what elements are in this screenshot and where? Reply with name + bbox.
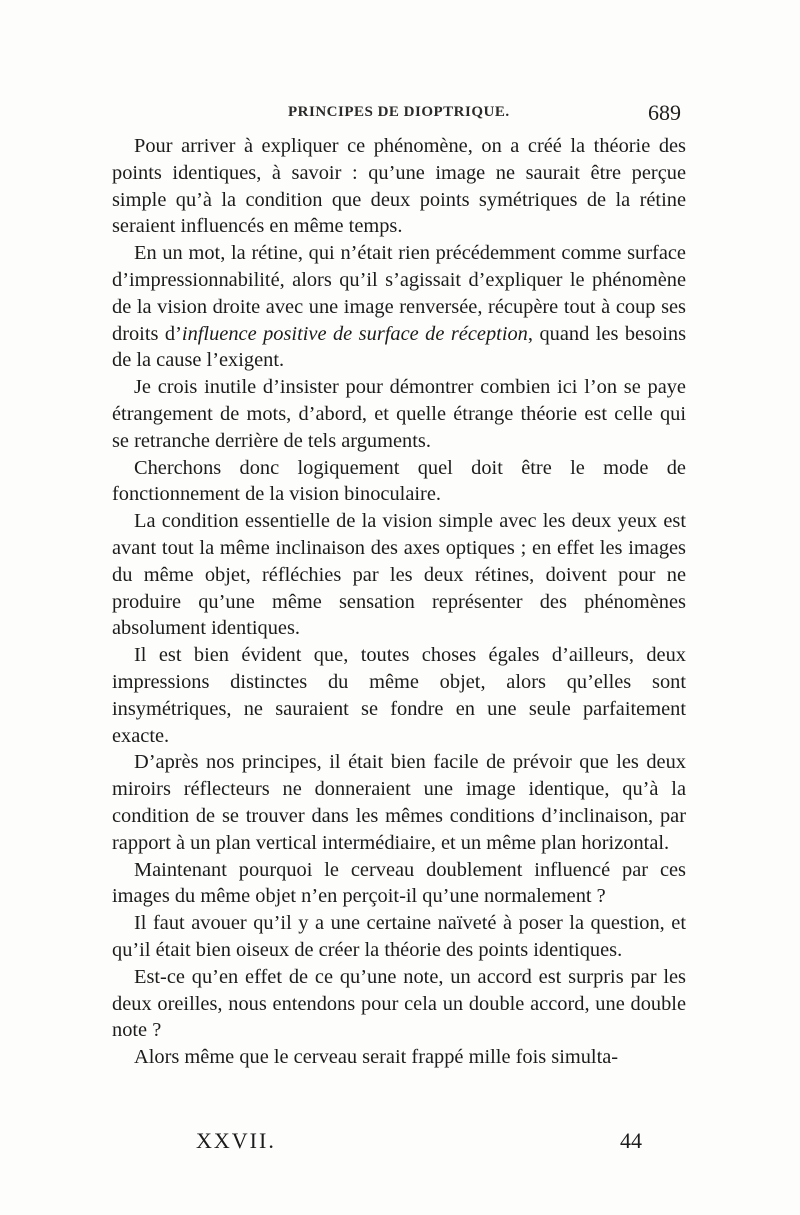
paragraph-useless-insist: Je crois inutile d’insister pour démontrer combien ici l’on se paye étrangement de mots, d’abord, et quelle étrange théorie est celle qui se retranche derrière de tels arguments. [112, 376, 686, 452]
paragraph-binocular-function: Cherchons donc logiquement quel doit être le mode de fonctionnement de la vision binoculaire. [112, 456, 686, 506]
paragraph-double-note: Est-ce qu’en effet de ce qu’une note, un accord est surpris par les deux oreilles, nous entendons pour cela un double accord, une double note ? [112, 965, 686, 1042]
page-footer [0, 1128, 800, 1160]
sheet-number: 44 [620, 1128, 642, 1153]
paragraph-identical-points-theory: Pour arriver à expliquer ce phénomène, on a créé la théorie des points identiques, à savoir : qu’une image ne saurait être perçue simple qu’à la condition que deux points symétriques de la rétine seraient influencés en même temps. [112, 135, 686, 238]
running-head [0, 100, 800, 130]
emphasis-influence-positive: influence positive de surface de réception [181, 322, 528, 345]
paragraph-brain-struck: Alors même que le cerveau serait frappé mille fois simulta- [134, 1046, 619, 1069]
paragraph-brain-question: Maintenant pourquoi le cerveau doublement influencé par ces images du même objet n’en perçoit-il qu’une normalement ? [112, 858, 686, 908]
paragraph-distinct-impressions: Il est bien évident que, toutes choses égales d’ailleurs, deux impressions distinctes du même objet, alors qu’elles sont insymétriques, ne sauraient se fondre en une seule parfaitement exacte. [112, 644, 686, 747]
paragraph-retina-text-after: , quand les besoins de la cause l’exigent. [112, 322, 687, 372]
running-title: PRINCIPES DE DIOPTRIQUE. [288, 104, 510, 120]
paragraph-retina-influence [112, 240, 686, 374]
paragraph-retina-text-before: En un mot, la rétine, qui n’était rien précédemment comme surface d’impressionnabilité, alors qu’il s’agissait d’expliquer le phénomène de la vision droite avec une image renversée, récupère tout à coup ses droits d’ [112, 242, 686, 345]
body-text [112, 133, 686, 1071]
paragraph-essential-condition: La condition essentielle de la vision simple avec les deux yeux est avant tout la même inclinaison des axes optiques ; en effet les images du même objet, réfléchies par les deux rétines, doivent pour ne produire qu’une même sensation représenter des phénomènes absolument identiques. [112, 510, 686, 640]
page-number: 689 [648, 100, 681, 125]
paragraph-two-mirrors: D’après nos principes, il était bien facile de prévoir que les deux miroirs réflecteurs ne donneraient une image identique, qu’à la condition de se trouver dans les mêmes conditions d’inclinaison, par rapport à un plan vertical intermédiaire, et un même plan horizontal. [112, 751, 686, 854]
paragraph-naivety: Il faut avouer qu’il y a une certaine naïveté à poser la question, et qu’il était bien oiseux de créer la théorie des points identiques. [112, 912, 686, 961]
printer-signature: XXVII. [196, 1128, 276, 1153]
